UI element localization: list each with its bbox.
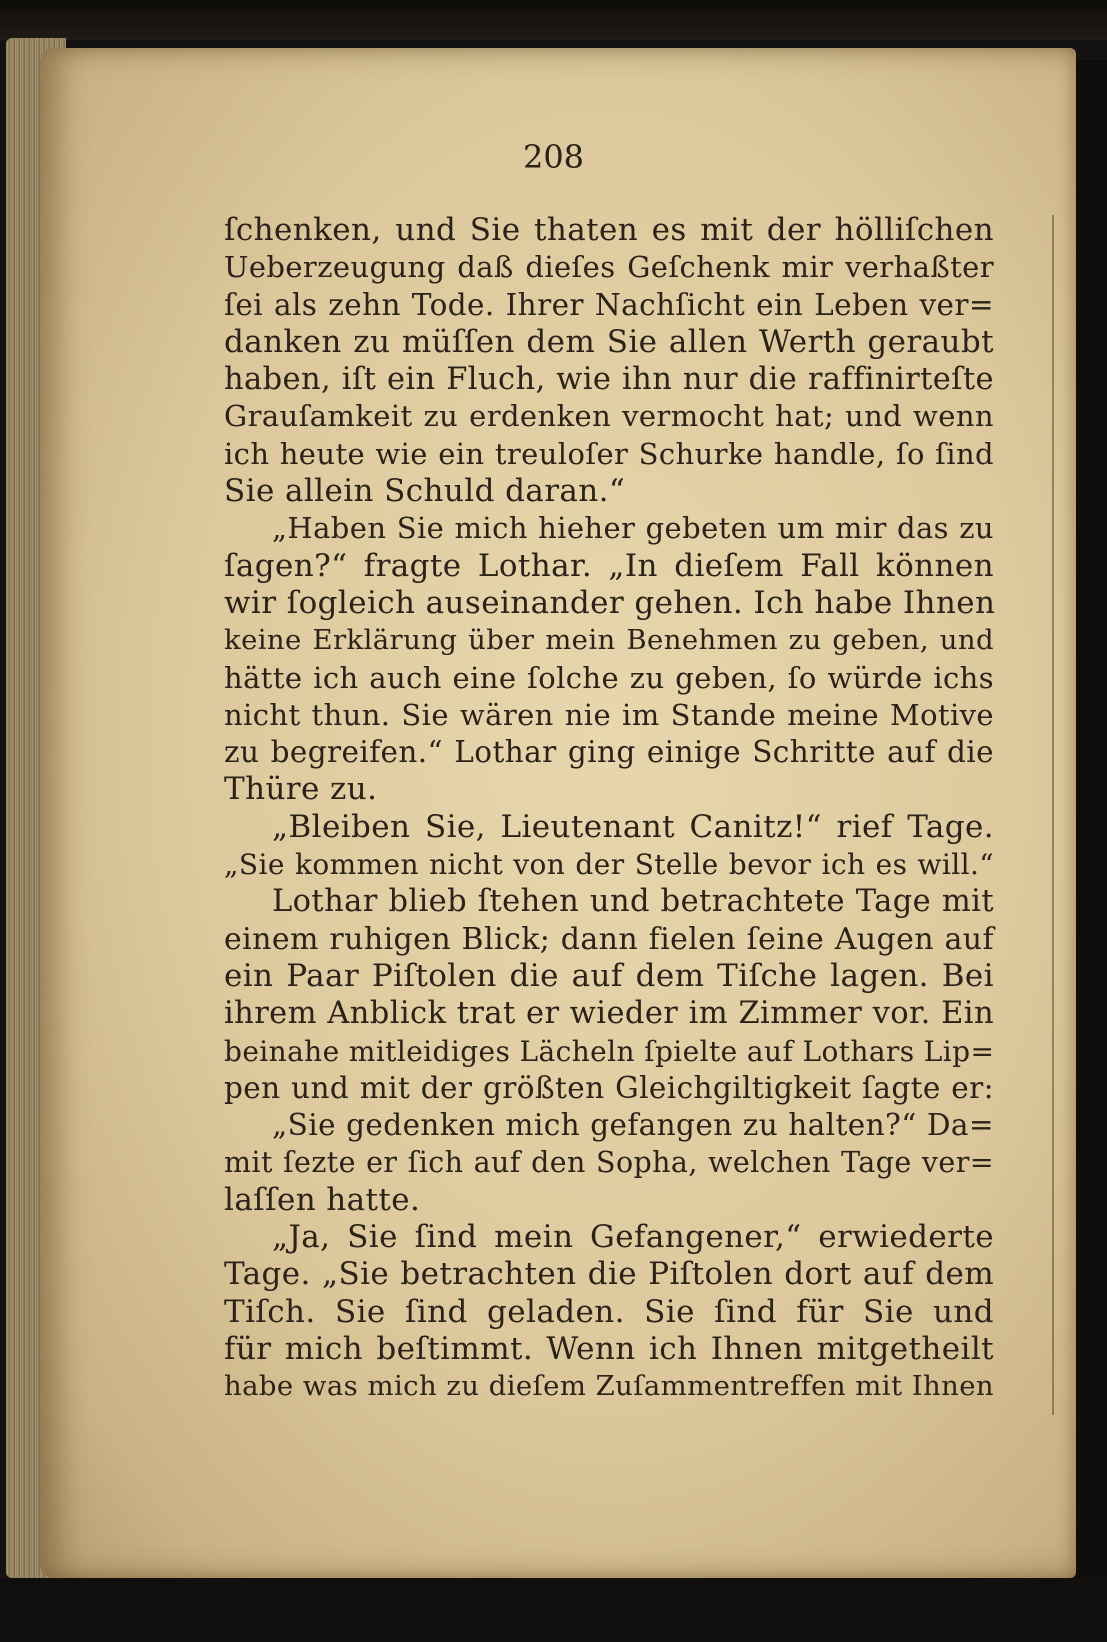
- bottom-shadow: [0, 1578, 1107, 1642]
- text-line: einem ruhigen Blick; dann fielen ſeine Augen auf: [224, 921, 994, 957]
- text-line: zu begreifen.“ Lothar ging einige Schritte auf die: [224, 735, 994, 770]
- text-line: ihrem Anblick trat er wieder im Zimmer vor. Ein: [224, 996, 994, 1032]
- text-line: keine Erklärung über mein Benehmen zu geben, und: [224, 624, 994, 657]
- text-line: Tiſch. Sie ſind geladen. Sie ſind für Sie und: [224, 1293, 994, 1330]
- text-line: nicht thun. Sie wären nie im Stande meine Motive: [224, 697, 994, 732]
- text-line: „Haben Sie mich hieher gebeten um mir das zu: [272, 511, 994, 546]
- text-line: „Sie kommen nicht von der Stelle bevor ich es will.“: [224, 848, 994, 882]
- text-line: haben, iſt ein Fluch, wie ihn nur die raffinirteſte: [224, 362, 994, 398]
- text-line: ſei als zehn Tode. Ihrer Nachſicht ein Leben ver=: [224, 287, 994, 322]
- text-line: laſſen hatte.: [224, 1181, 421, 1218]
- text-line: ſagen?“ fragte Lothar. „In dieſem Fall können: [224, 547, 994, 584]
- text-line: beinahe mitleidiges Lächeln ſpielte auf Lothars Lip=: [224, 1034, 995, 1068]
- text-line: „Ja, Sie ſind mein Gefangener,“ erwiederte: [272, 1219, 994, 1256]
- text-line: danken zu müſſen dem Sie allen Werth geraubt: [224, 323, 994, 360]
- page-number: 208: [522, 138, 585, 176]
- text-line: Ueberzeugung daß dieſes Geſchenk mir verhaßter: [224, 250, 994, 285]
- text-line: pen und mit der größten Gleichgiltigkeit ſagte er:: [224, 1070, 994, 1105]
- text-line: ein Paar Piſtolen die auf dem Tiſche lagen. Bei: [224, 957, 994, 994]
- text-line: Tage. „Sie betrachten die Piſtolen dort auf dem: [224, 1256, 994, 1293]
- margin-rule: [1052, 215, 1060, 1415]
- text-line: Lothar blieb ſtehen und betrachtete Tage mit: [272, 884, 994, 920]
- text-line: ſchenken, und Sie thaten es mit der hölliſchen: [224, 212, 994, 248]
- text-line: „Sie gedenken mich gefangen zu halten?“ Da=: [272, 1108, 994, 1143]
- text-line: Thüre zu.: [224, 771, 378, 808]
- text-line: „Bleiben Sie, Lieutenant Canitz!“ rief Tage.: [272, 808, 994, 845]
- book-spine: [1076, 60, 1107, 1642]
- text-line: wir ſogleich auseinander gehen. Ich habe Ihnen: [224, 584, 996, 621]
- text-line: habe was mich zu dieſem Zuſammentreffen mit Ihnen: [224, 1370, 994, 1403]
- text-line: Sie allein Schuld daran.“: [224, 473, 626, 510]
- body-text: [224, 212, 994, 1406]
- text-line: für mich beſtimmt. Wenn ich Ihnen mitgetheilt: [224, 1330, 994, 1367]
- text-line: mit ſezte er ſich auf den Sopha, welchen Tage ver=: [224, 1146, 994, 1180]
- text-line: Grauſamkeit zu erdenken vermocht hat; und wenn: [224, 399, 994, 434]
- text-line: ich heute wie ein treuloſer Schurke handle, ſo ſind: [224, 436, 994, 471]
- text-line: hätte ich auch eine ſolche zu geben, ſo würde ichs: [224, 660, 994, 695]
- book-cover-edge: [0, 0, 1107, 40]
